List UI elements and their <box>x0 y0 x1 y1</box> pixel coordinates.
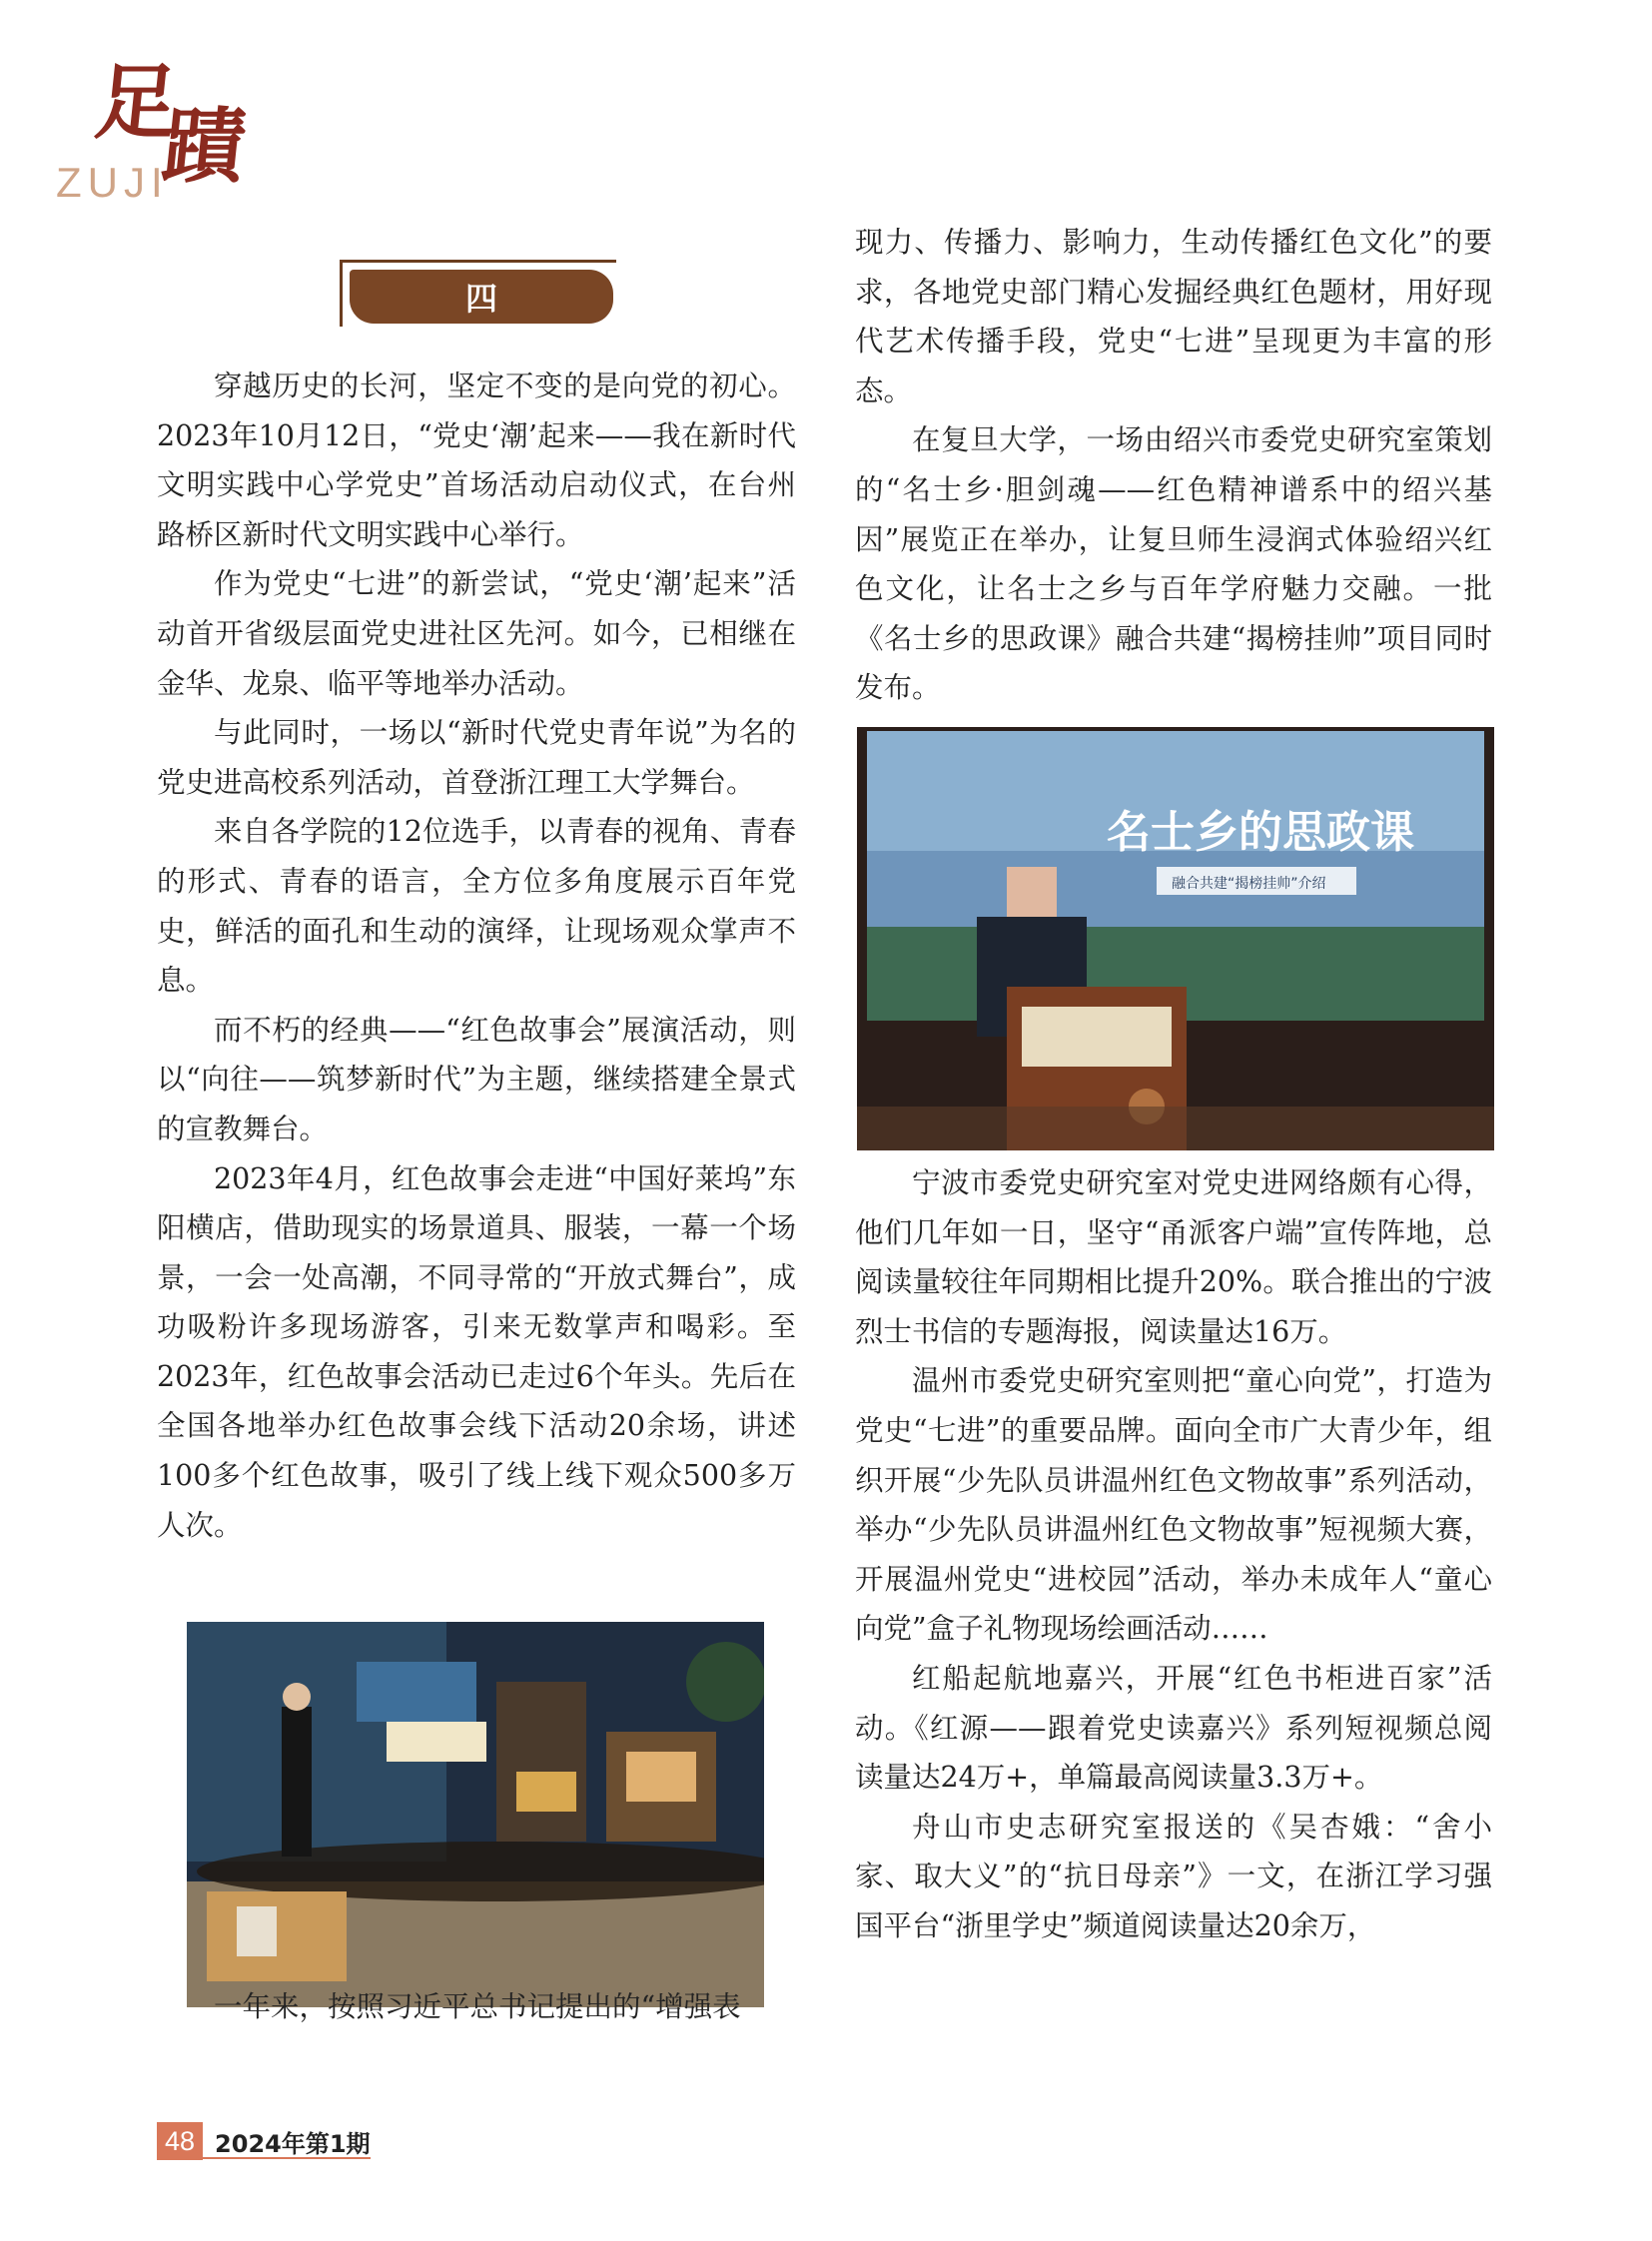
section-heading <box>340 260 613 324</box>
right-column-bottom <box>855 1158 1492 1951</box>
street-storytelling-photo <box>187 1622 764 2007</box>
street-scene-illustration <box>187 1622 764 2007</box>
footer-rule <box>157 2157 371 2159</box>
section-heading-label: 四 <box>350 270 613 324</box>
magazine-masthead <box>56 55 256 212</box>
left-column <box>157 362 796 1550</box>
right-column-top <box>855 218 1492 713</box>
masthead-latin: ZUJI <box>56 159 169 206</box>
body-paragraph: 舟山市史志研究室报送的《吴杏娥：“舍小家、取大义”的“抗日母亲”》一文，在浙江学习强国平台“浙里学史”频道阅读量达20余万， <box>855 1810 1492 1942</box>
left-column-bottom <box>157 1982 796 2032</box>
screen-subtitle: 融合共建“揭榜挂帅”介绍 <box>1172 876 1326 892</box>
body-paragraph-continuation: 现力、传播力、影响力，生动传播红色文化”的要求，各地党史部门精心发掘经典红色题材，用好现代艺术传播手段，党史“七进”呈现更为丰富的形态。 <box>855 226 1492 407</box>
issue-label: 2024年第1期 <box>215 2129 371 2158</box>
body-paragraph: 来自各学院的12位选手，以青春的视角、青春的形式、青春的语言，全方位多角度展示百年党史，鲜活的面孔和生动的演绎，让现场观众掌声不息。 <box>157 815 796 998</box>
body-paragraph: 与此同时，一场以“新时代党史青年说”为名的党史进高校系列活动，首登浙江理工大学舞台。 <box>157 716 796 799</box>
lecture-scene-illustration <box>857 727 1494 1150</box>
body-paragraph: 穿越历史的长河，坚定不变的是向党的初心。2023年10月12日，“党史‘潮’起来——我在新时代文明实践中心学党史”首场活动启动仪式，在台州路桥区新时代文明实践中心举行。 <box>157 370 796 551</box>
body-paragraph: 红船起航地嘉兴，开展“红色书柜进百家”活动。《红源——跟着党史读嘉兴》系列短视频总阅读量达24万+，单篇最高阅读量3.3万+。 <box>855 1661 1492 1795</box>
body-paragraph: 而不朽的经典——“红色故事会”展演活动，则以“向往——筑梦新时代”为主题，继续搭建全景式的宣教舞台。 <box>157 1013 796 1145</box>
lecture-photo <box>857 727 1494 1150</box>
body-paragraph: 宁波市委党史研究室对党史进网络颇有心得，他们几年如一日，坚守“甬派客户端”宣传阵地，总阅读量较往年同期相比提升20%。联合推出的宁波烈士书信的专题海报，阅读量达16万。 <box>855 1166 1492 1348</box>
body-paragraph: 温州市委党史研究室则把“童心向党”，打造为党史“七进”的重要品牌。面向全市广大青少年，组织开展“少先队员讲温州红色文物故事”系列活动，举办“少先队员讲温州红色文物故事”短视频大赛，开展温州党史“进校园”活动，举办未成年人“童心向党”盒子礼物现场绘画活动…… <box>855 1364 1492 1646</box>
screen-title: 名士乡的思政课 <box>1107 807 1414 858</box>
body-paragraph: 2023年4月，红色故事会走进“中国好莱坞”东阳横店，借助现实的场景道具、服装，一幕一个场景，一会一处高潮，不同寻常的“开放式舞台”，成功吸粉许多现场游客，引来无数掌声和喝彩。至2023年，红色故事会活动已走过6个年头。先后在全国各地举办红色故事会线下活动20余场，讲述100多个红色故事，吸引了线上线下观众500多万人次。 <box>157 1161 796 1542</box>
body-paragraph: 作为党史“七进”的新尝试，“党史‘潮’起来”活动首开省级层面党史进社区先河。如今，已相继在金华、龙泉、临平等地举办活动。 <box>157 567 796 700</box>
masthead-char-1: 足 <box>90 55 180 151</box>
body-paragraph: 在复旦大学，一场由绍兴市委党史研究室策划的“名士乡·胆剑魂——红色精神谱系中的绍兴基因”展览正在举办，让复旦师生浸润式体验绍兴红色文化，让名士之乡与百年学府魅力交融。一批《名士乡的思政课》融合共建“揭榜挂帅”项目同时发布。 <box>855 423 1492 705</box>
page-footer <box>157 2121 371 2161</box>
masthead-char-2: 蹟 <box>158 99 247 195</box>
body-paragraph: 一年来，按照习近平总书记提出的“增强表 <box>214 1990 741 2023</box>
page-number: 48 <box>157 2122 203 2160</box>
